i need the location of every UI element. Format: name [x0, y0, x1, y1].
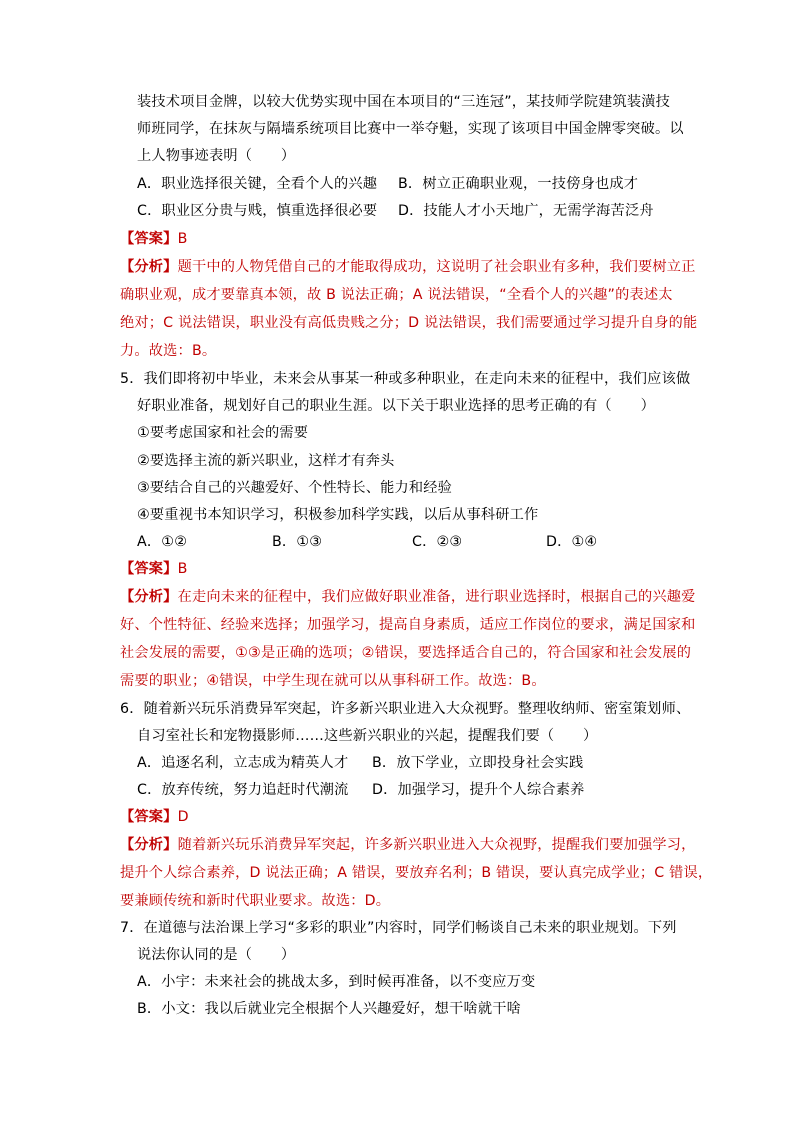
analysis-text: 题干中的人物凭借自己的才能取得成功，这说明了社会职业有多种，我们要树立正	[177, 259, 696, 275]
q5-item-1: ①要考虑国家和社会的需要	[137, 425, 309, 441]
q6-option-c: C．放弃传统，努力追赶时代潮流	[137, 782, 349, 798]
q6-stem-line-1: 6．随着新兴玩乐消费异军突起，许多新兴职业进入大众视野。整理收纳师、密室策划师、	[120, 701, 691, 717]
q4-option-c: C．职业区分贵与贱，慎重选择很必要	[137, 203, 378, 219]
q5-item-2: ②要选择主流的新兴职业，这样才有奔头	[137, 453, 395, 469]
q5-stem-line-2: 好职业准备，规划好自己的职业生涯。以下关于职业选择的思考正确的有（ ）	[137, 398, 655, 414]
analysis-tag: 【分析】	[120, 589, 178, 605]
answer-value: D	[177, 809, 189, 825]
q5-option-c: C．②③	[412, 534, 463, 550]
q5-item-4: ④要重视书本知识学习，积极参加科学实践，以后从事科研工作	[137, 507, 539, 523]
q6-option-a: A．追逐名利，立志成为精英人才	[137, 755, 349, 771]
q5-stem-line-1: 5．我们即将初中毕业，未来会从事某一种或多种职业，在走向未来的征程中，我们应该做	[120, 371, 691, 387]
answer-tag: 【答案】	[120, 231, 178, 247]
q6-option-b: B．放下学业，立即投身社会实践	[372, 755, 584, 771]
analysis-text: 在走向未来的征程中，我们应做好职业准备，进行职业选择时，根据自己的兴趣爱	[177, 589, 696, 605]
q5-item-3: ③要结合自己的兴趣爱好、个性特长、能力和经验	[137, 480, 453, 496]
q7-stem-line-1: 7．在道德与法治课上学习“多彩的职业”内容时，同学们畅谈自己未来的职业规划。下列	[120, 920, 677, 936]
q5-analysis-line-3: 社会发展的需要，①③是正确的选项；②错误，要选择适合自己的，符合国家和社会发展的	[120, 645, 692, 661]
q4-analysis-line-1	[120, 257, 696, 277]
q6-analysis-line-1	[120, 835, 696, 855]
answer-value: B	[177, 231, 188, 247]
q4-stem-line-2: 师班同学，在抹灰与隔墙系统项目比赛中一举夺魁，实现了该项目中国金牌零突破。以	[137, 121, 684, 137]
q6-analysis-line-2: 提升个人综合素养，D 说法正确；A 错误，要放弃名利；B 错误，要认真完成学业；C 错误，	[120, 865, 713, 881]
analysis-tag: 【分析】	[120, 259, 178, 275]
q7-option-a: A．小宇：未来社会的挑战太多，到时候再准备，以不变应万变	[137, 974, 536, 990]
analysis-text: 随着新兴玩乐消费异军突起，许多新兴职业进入大众视野，提醒我们要加强学习，	[177, 837, 696, 853]
q5-analysis-line-1	[120, 587, 696, 607]
q6-analysis-line-3: 要兼顾传统和新时代职业要求。故选：D。	[120, 893, 391, 909]
q6-option-d: D．加强学习，提升个人综合素养	[372, 782, 585, 798]
answer-tag: 【答案】	[120, 809, 178, 825]
q5-analysis-line-4: 需要的职业；④错误，中学生现在就可以从事科研工作。故选：B。	[120, 673, 546, 689]
q5-option-d: D．①④	[546, 534, 598, 550]
q6-answer-row	[120, 807, 189, 827]
q5-analysis-line-2: 好、个性特征、经验来选择；加强学习，提高自身素质，适应工作岗位的要求，满足国家和	[120, 617, 696, 633]
q6-stem-line-2: 自习室社长和宠物摄影师……这些新兴职业的兴起，提醒我们要（ ）	[137, 728, 598, 744]
q7-stem-line-2: 说法你认同的是（ ）	[137, 947, 296, 963]
q7-option-b: B．小文：我以后就业完全根据个人兴趣爱好，想干啥就干啥	[137, 1001, 522, 1017]
answer-value: B	[177, 561, 188, 577]
q5-option-a: A．①②	[137, 534, 188, 550]
q4-option-d: D．技能人才小天地广，无需学海苦泛舟	[398, 203, 654, 219]
q4-stem-line-1: 装技术项目金牌，以较大优势实现中国在本项目的“三连冠”，某技师学院建筑装潢技	[137, 94, 671, 110]
q4-option-b: B．树立正确职业观，一技傍身也成才	[398, 176, 639, 192]
q5-answer-row	[120, 559, 188, 579]
q4-analysis-line-3: 绝对；C 说法错误，职业没有高低贵贱之分；D 说法错误，我们需要通过学习提升自身的能	[120, 315, 698, 331]
q5-option-b: B．①③	[272, 534, 323, 550]
q4-answer-row	[120, 229, 188, 249]
q4-option-a: A．职业选择很关键，全看个人的兴趣	[137, 176, 378, 192]
q4-analysis-line-4: 力。故选：B。	[120, 343, 217, 359]
q4-stem-line-3: 上人物事迹表明（ ）	[137, 148, 296, 164]
answer-tag: 【答案】	[120, 561, 178, 577]
q4-analysis-line-2: 确职业观，成才要靠真本领，故 B 说法正确；A 说法错误，“全看个人的兴趣”的表述太	[120, 287, 673, 303]
analysis-tag: 【分析】	[120, 837, 178, 853]
